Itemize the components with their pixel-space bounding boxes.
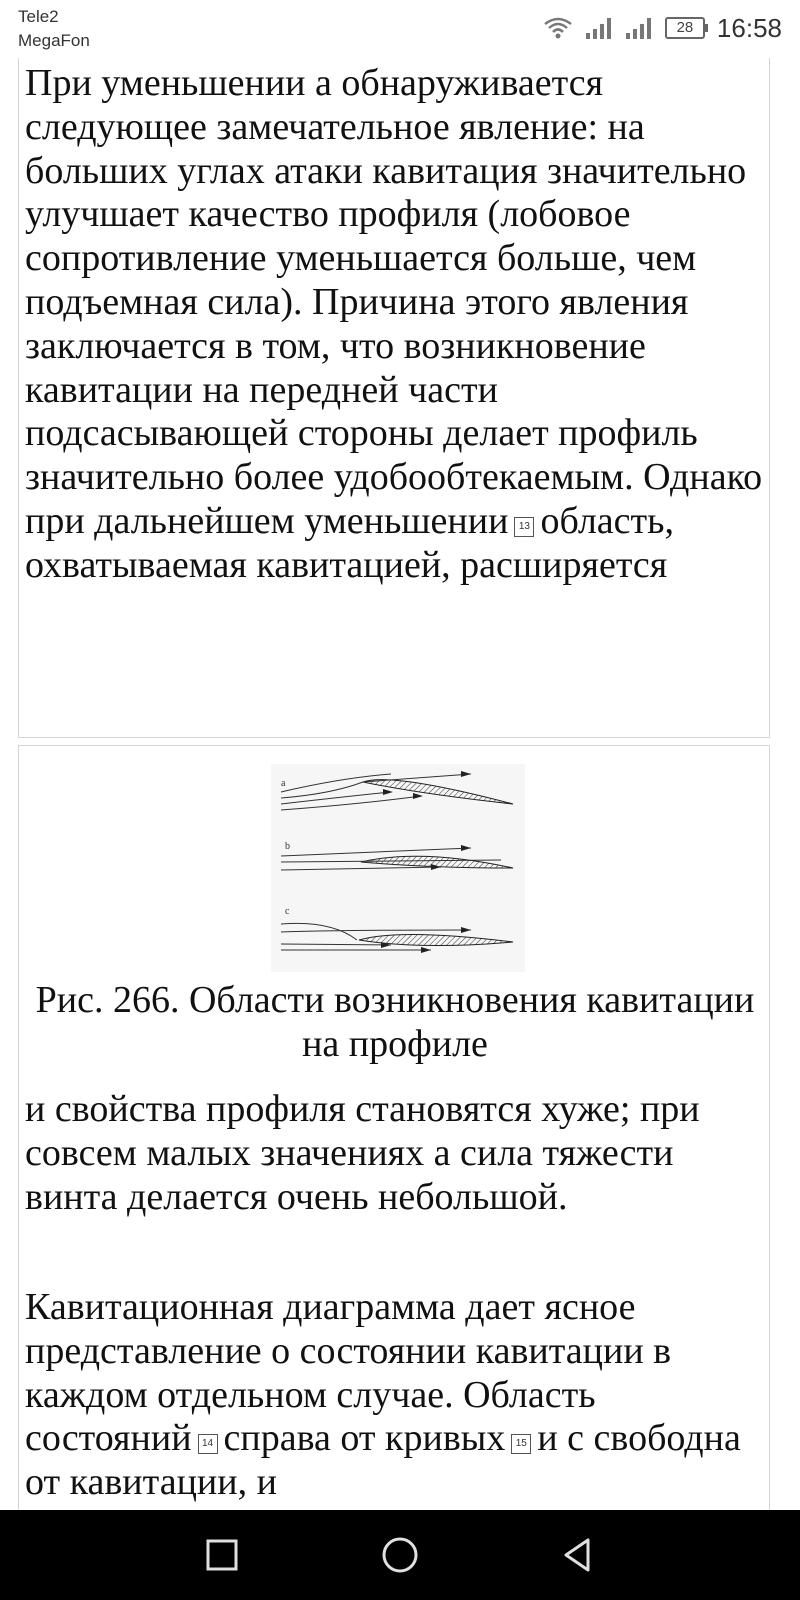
paragraph-3-text-1: Кавитационная диаграмма дает ясное представление о состоянии кавитации в каждом отдельном случае. Область состояний	[25, 1286, 672, 1460]
label-b: b	[285, 841, 290, 852]
wifi-icon	[543, 16, 573, 40]
cavitation-figure[interactable]	[271, 764, 525, 972]
paragraph-2: и свойства профиля становятся хуже; при совсем малых значениях а сила тяжести винта делается очень небольшой.	[25, 1088, 700, 1218]
footnote-ref-15[interactable]: 15	[511, 1434, 531, 1454]
figure-caption: Рис. 266. Области возникновения кавитации на профиле	[35, 979, 755, 1065]
triangle-back-icon	[558, 1535, 598, 1575]
label-a: a	[281, 778, 286, 789]
paragraph-1-text-1: При уменьшении а обнаруживается следующее замечательное явление: на больших углах атаки кавитация значительно улучшает качество профиля (лобовое сопротивление уменьшается больше, чем подъемная сила). Причина этого явления заключается в том, что возникновение кавитации на передней части подсасывающей стороны делает профиль значительно более удобообтекаемым. Однако при дальнейшем уменьшении	[25, 62, 763, 542]
airfoil-diagram	[271, 764, 525, 972]
status-icons	[543, 10, 782, 46]
battery-icon: 28	[665, 17, 705, 39]
carrier-1: Tele2	[18, 7, 59, 26]
paragraph-3-text-3: и с свободна от кавитации, и	[25, 1417, 741, 1504]
paragraph-1-text-2: область, охватываемая кавитацией, расширяется	[25, 499, 674, 586]
circle-icon	[378, 1533, 422, 1577]
carrier-names	[18, 5, 90, 53]
recent-apps-button[interactable]	[167, 1510, 277, 1600]
status-bar	[0, 0, 800, 58]
paragraph-1	[19, 62, 771, 588]
text-block-2	[18, 745, 770, 1510]
clock: 16:58	[716, 12, 782, 43]
carrier-2: MegaFon	[18, 31, 90, 50]
label-c: c	[285, 906, 290, 917]
square-icon	[202, 1535, 242, 1575]
home-button[interactable]	[345, 1510, 455, 1600]
signal-2-icon	[625, 16, 653, 40]
footnote-ref-13[interactable]: 13	[514, 517, 534, 537]
footnote-ref-14[interactable]: 14	[198, 1434, 218, 1454]
text-block-1	[18, 58, 770, 738]
paragraph-3-text-2: справа от кривых	[223, 1417, 506, 1460]
reader-page[interactable]	[0, 58, 800, 1510]
back-button[interactable]	[523, 1510, 633, 1600]
navigation-bar	[0, 1510, 800, 1600]
signal-1-icon	[585, 16, 613, 40]
paragraph-3	[19, 1286, 771, 1505]
